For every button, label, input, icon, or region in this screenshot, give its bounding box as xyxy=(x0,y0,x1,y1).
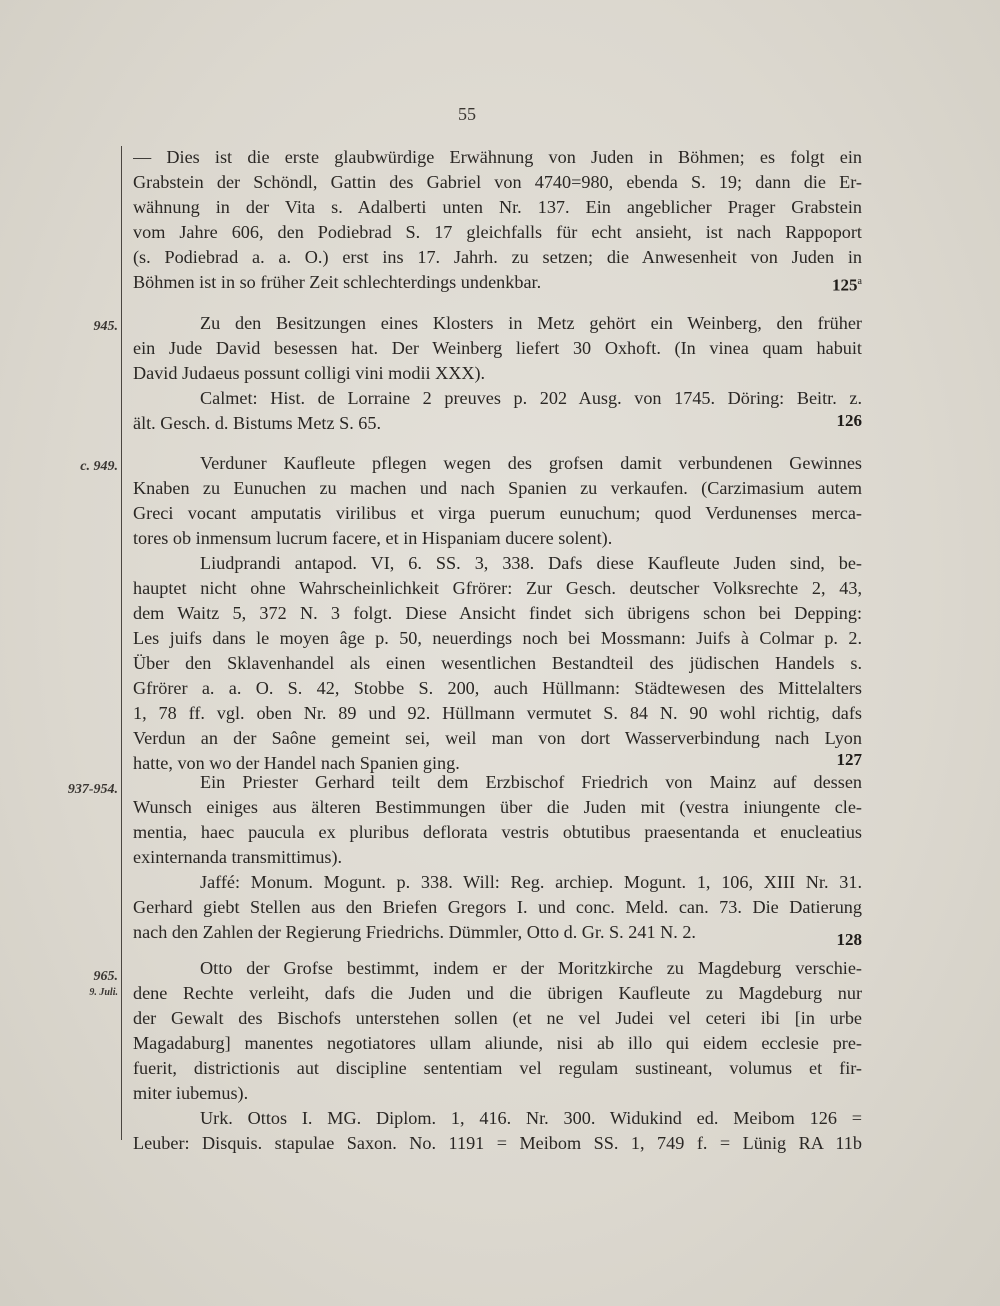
text-line: Gerhard giebt Stellen aus den Briefen Gregors I. und conc. Meld. can. 73. Die Datierung xyxy=(133,897,862,917)
text-line: Liudprandi antapod. VI, 6. SS. 3, 338. Dafs diese Kaufleute Juden sind, be- xyxy=(200,553,862,573)
text-line: dene Rechte verleiht, dafs die Juden und die übrigen Kaufleute zu Magdeburg nur xyxy=(133,983,862,1003)
text-line: David Judaeus possunt colligi vini modii XXX). xyxy=(133,363,486,383)
text-line: Böhmen ist in so früher Zeit schlechterdings undenkbar. xyxy=(133,272,542,292)
regest-number: 127 xyxy=(836,750,862,769)
text-line: exinternanda transmittimus). xyxy=(133,847,343,867)
margin-date: c. 949. xyxy=(80,459,118,474)
regest-number: 126 xyxy=(836,411,862,430)
text-line: (s. Podiebrad a. a. O.) erst ins 17. Jahrh. zu setzen; die Anwesenheit von Juden in xyxy=(133,247,862,267)
text-line: tores ob inmensum lucrum facere, et in Hispaniam ducere solent). xyxy=(133,528,613,548)
text-line: wähnung in der Vita s. Adalberti unten Nr. 137. Ein angeblicher Prager Grabstein xyxy=(133,197,862,217)
text-line: miter iubemus). xyxy=(133,1083,249,1103)
text-line: Magadaburg] manentes negotiatores ullam aliunde, nisi ab illo qui eidem ecclesie pre- xyxy=(133,1033,862,1053)
text-line: hauptet nicht ohne Wahrscheinlichkeit Gfrörer: Zur Gesch. deutscher Volksrechte 2, 43, xyxy=(133,578,862,598)
text-line: mentia, haec paucula ex pluribus deflorata vestris obtutibus praesentanda et enucleatius xyxy=(133,822,862,842)
page-number: 55 xyxy=(458,104,476,124)
text-line: Knaben zu Eunuchen zu machen und nach Spanien zu verkaufen. (Carzimasium autem xyxy=(133,478,862,498)
text-line: vom Jahre 606, den Podiebrad S. 17 gleichfalls für echt ansieht, ist nach Rappoport xyxy=(133,222,862,242)
text-line: ein Jude David besessen hat. Der Weinberg liefert 30 Oxhoft. (In vinea quam habuit xyxy=(133,338,862,358)
text-line: Zu den Besitzungen eines Klosters in Metz gehört ein Weinberg, den früher xyxy=(200,313,862,333)
text-line: Über den Sklavenhandel als einen wesentlichen Bestandteil des jüdischen Handels s. xyxy=(133,653,862,673)
text-line: — Dies ist die erste glaubwürdige Erwähnung von Juden in Böhmen; es folgt ein xyxy=(133,147,862,167)
text-line: nach den Zahlen der Regierung Friedrichs. Dümmler, Otto d. Gr. S. 241 N. 2. xyxy=(133,922,696,942)
margin-date xyxy=(58,969,118,1001)
text-line: hatte, von wo der Handel nach Spanien ging. xyxy=(133,753,460,773)
text-line: Wunsch einiges aus älteren Bestimmungen über die Juden mit (vestra iniungente cle- xyxy=(133,797,862,817)
margin-date-day: 9. Juli. xyxy=(89,987,118,998)
text-line: Urk. Ottos I. MG. Diplom. 1, 416. Nr. 300. Widukind ed. Meibom 126 = xyxy=(200,1108,862,1128)
margin-date-year: 965. xyxy=(93,969,118,984)
left-margin-rule xyxy=(121,146,122,1140)
text-line: Gfrörer a. a. O. S. 42, Stobbe S. 200, auch Hüllmann: Städtewesen des Mittelalters xyxy=(133,678,862,698)
regest-number: 125$^a$ xyxy=(832,275,862,295)
margin-date: 937-954. xyxy=(67,782,118,797)
text-line: Verduner Kaufleute pflegen wegen des grofsen damit verbundenen Gewinnes xyxy=(200,453,862,473)
regest-number: 128 xyxy=(836,930,862,949)
text-line: fuerit, districtionis aut discipline sententiam vel regulam sustineant, volumus et fir- xyxy=(133,1058,862,1078)
text-line: Calmet: Hist. de Lorraine 2 preuves p. 202 Ausg. von 1745. Döring: Beitr. z. xyxy=(200,388,862,408)
margin-date: 945. xyxy=(93,319,118,334)
text-line: Leuber: Disquis. stapulae Saxon. No. 1191 = Meibom SS. 1, 749 f. = Lünig RA 11b xyxy=(133,1133,862,1153)
text-line: Greci vocant amputatis virilibus et virga puerum eunuchum; quod Verdunenses merca- xyxy=(133,503,862,523)
text-line: der Gewalt des Bischofs unterstehen sollen (et ne vel Judei vel ceteri ibi [in urbe xyxy=(133,1008,862,1028)
text-line: Otto der Grofse bestimmt, indem er der Moritzkirche zu Magdeburg verschie- xyxy=(200,958,862,978)
text-line: Ein Priester Gerhard teilt dem Erzbischof Friedrich von Mainz auf dessen xyxy=(200,772,862,792)
text-line: ält. Gesch. d. Bistums Metz S. 65. xyxy=(133,413,382,433)
text-line: 1, 78 ff. vgl. oben Nr. 89 und 92. Hüllmann vermutet S. 84 N. 90 wohl richtig, dafs xyxy=(133,703,862,723)
text-line: Verdun an der Saône gemeint sei, weil man von dort Wasserverbindung nach Lyon xyxy=(133,728,862,748)
text-line: Jaffé: Monum. Mogunt. p. 338. Will: Reg. archiep. Mogunt. 1, 106, XIII Nr. 31. xyxy=(200,872,862,892)
text-line: Les juifs dans le moyen âge p. 50, neuerdings noch bei Mossmann: Juifs à Colmar p. 2. xyxy=(133,628,862,648)
text-line: dem Waitz 5, 372 N. 3 folgt. Diese Ansicht findet sich übrigens schon bei Depping: xyxy=(133,603,862,623)
text-line: Grabstein der Schöndl, Gattin des Gabriel von 4740=980, ebenda S. 19; dann die Er- xyxy=(133,172,862,192)
